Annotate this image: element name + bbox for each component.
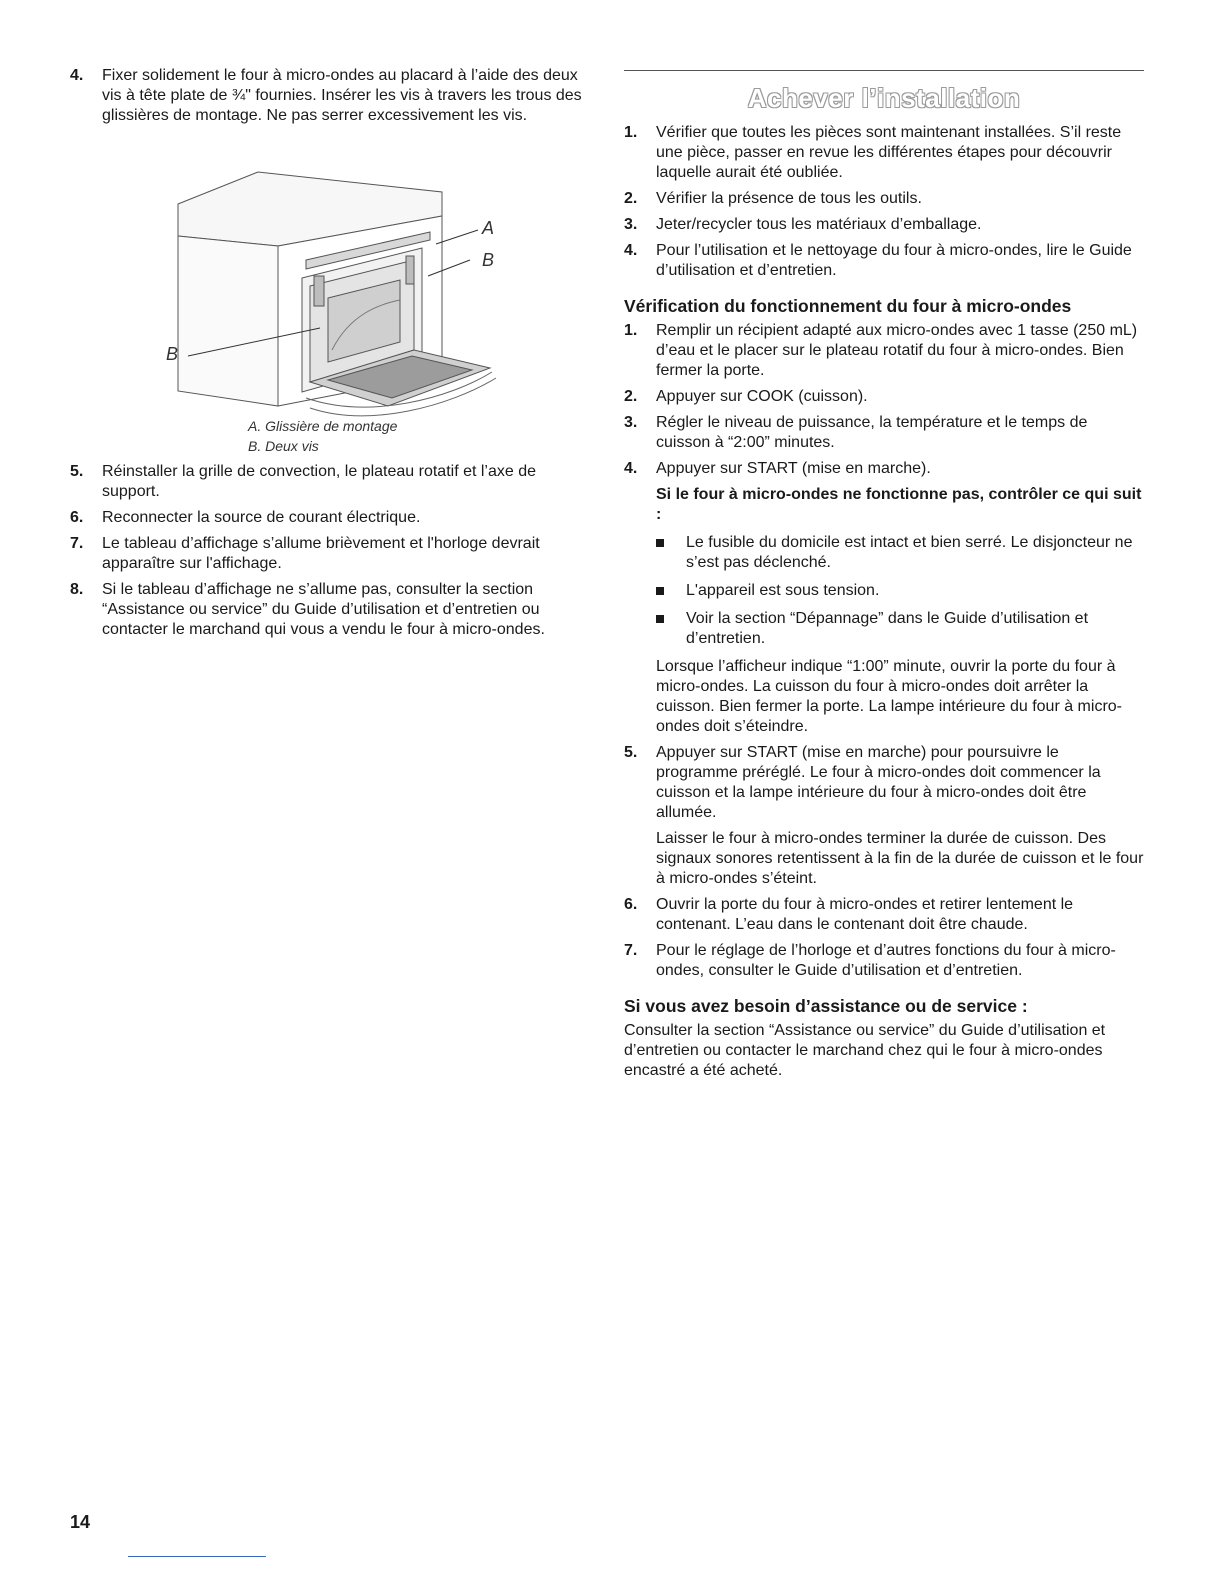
step-number: 5. (70, 463, 84, 480)
verify-step-5 (624, 743, 1144, 889)
finish-step-3 (624, 215, 1144, 235)
step-number: 7. (70, 535, 84, 552)
step-number: 5. (624, 744, 638, 761)
figure-label-a: A (482, 218, 495, 238)
square-bullet-icon (656, 615, 664, 623)
step-text: Réinstaller la grille de convection, le plateau rotatif et l’axe de support. (102, 463, 537, 500)
step-number: 2. (624, 388, 638, 405)
step-text: Régler le niveau de puissance, la température et le temps de cuisson à “2:00” minutes. (656, 414, 1088, 451)
step-text: Appuyer sur START (mise en marche) pour poursuivre le programme préréglé. Le four à micro-ondes doit commencer la cuisson et la lampe intérieure du four à micro-ondes doit être allumée. (656, 744, 1101, 821)
after-checks-text: Lorsque l’afficheur indique “1:00” minute, ouvrir la porte du four à micro-ondes. La cuisson du four à micro-ondes doit arrêter la cuisson. Bien fermer la porte. La lampe intérieure du four à micro-ondes doit s’éteindre. (656, 658, 1122, 735)
install-steps-part2 (70, 462, 590, 640)
step-number: 6. (70, 509, 84, 526)
check-heading: Si le four à micro-ondes ne fonctionne pas, contrôler ce qui suit : (656, 486, 1142, 523)
step-text: Remplir un récipient adapté aux micro-ondes avec 1 tasse (250 mL) d’eau et le placer sur le plateau rotatif du four à micro-ondes. Bien fermer la porte. (656, 322, 1138, 379)
step-text: Ouvrir la porte du four à micro-ondes et retirer lentement le contenant. L’eau dans le contenant doit être chaude. (656, 896, 1074, 933)
step-text: Vérifier la présence de tous les outils. (656, 190, 922, 207)
step-text: Vérifier que toutes les pièces sont maintenant installées. S’il reste une pièce, passer en revue les différentes étapes pour découvrir laquelle aurait été oubliée. (656, 124, 1122, 181)
finish-step-2 (624, 189, 1144, 209)
finish-step-4 (624, 241, 1144, 281)
step-number: 8. (70, 581, 84, 598)
step-text: Le tableau d’affichage s’allume brièvement et l'horloge devrait apparaître sur l'affichage. (102, 535, 540, 572)
verify-step-3 (624, 413, 1144, 453)
step-number: 7. (624, 942, 638, 959)
verify-step-7 (624, 941, 1144, 981)
step-text: Appuyer sur COOK (cuisson). (656, 388, 868, 405)
section-title: Achever l’installation (747, 83, 1021, 113)
right-column (624, 66, 1144, 1081)
mounting-figure (70, 136, 590, 456)
step-number: 6. (624, 896, 638, 913)
microwave-cabinet-illustration (70, 136, 590, 456)
check-list (656, 533, 1144, 649)
finish-steps (624, 123, 1144, 281)
install-steps-part1 (70, 66, 590, 126)
check-item (656, 533, 1144, 573)
footer-rule (128, 1556, 266, 1557)
step-6 (70, 508, 590, 528)
step-text: Si le tableau d’affichage ne s’allume pas, consulter la section “Assistance ou service” du Guide d’utilisation et d’entretien ou contacter le marchand qui vous a vendu le four à micro-ondes. (102, 581, 545, 638)
step-number: 3. (624, 414, 638, 431)
check-item (656, 581, 1144, 601)
square-bullet-icon (656, 539, 664, 547)
check-item (656, 609, 1144, 649)
service-heading: Si vous avez besoin d’assistance ou de service : (624, 996, 1028, 1016)
verification-steps (624, 321, 1144, 981)
verify-step-6 (624, 895, 1144, 935)
step-5 (70, 462, 590, 502)
step-number: 2. (624, 190, 638, 207)
verify-step-1 (624, 321, 1144, 381)
service-text: Consulter la section “Assistance ou service” du Guide d’utilisation et d’entretien ou contacter le marchand chez qui le four à micro-ondes encastré a été acheté. (624, 1022, 1106, 1079)
step-8 (70, 580, 590, 640)
step-number: 4. (624, 460, 638, 477)
figure-label-b-right: B (482, 250, 495, 270)
check-text: Le fusible du domicile est intact et bien serré. Le disjoncteur ne s’est pas déclenché. (686, 534, 1133, 571)
step-4 (70, 66, 590, 126)
step-text: Jeter/recycler tous les matériaux d’emballage. (656, 216, 982, 233)
figure-caption-a: A. Glissière de montage (248, 418, 398, 434)
step-number: 4. (624, 242, 638, 259)
verify-step-2 (624, 387, 1144, 407)
step-text: Fixer solidement le four à micro-ondes au placard à l’aide des deux vis à tête plate de ¾" fournies. Insérer les vis à travers les trous des glissières de montage. Ne pas serrer excessivement les vis. (102, 67, 582, 124)
finish-step-1 (624, 123, 1144, 183)
step-text: Pour le réglage de l’horloge et d’autres fonctions du four à micro-ondes, consulter le Guide d’utilisation et d’entretien. (656, 942, 1116, 979)
figure-caption-b: B. Deux vis (248, 438, 319, 454)
verify-step-4 (624, 459, 1144, 737)
step-number: 4. (70, 67, 84, 84)
verification-heading: Vérification du fonctionnement du four à micro-ondes (624, 296, 1072, 316)
check-text: L'appareil est sous tension. (686, 582, 880, 599)
step-text: Reconnecter la source de courant électrique. (102, 509, 421, 526)
step-7 (70, 534, 590, 574)
step-number: 1. (624, 124, 638, 141)
check-text: Voir la section “Dépannage” dans le Guide d’utilisation et d’entretien. (686, 610, 1089, 647)
step-text: Pour l’utilisation et le nettoyage du four à micro-ondes, lire le Guide d’utilisation et d’entretien. (656, 242, 1132, 279)
step-number: 3. (624, 216, 638, 233)
square-bullet-icon (656, 587, 664, 595)
left-column (70, 66, 590, 646)
figure-label-b-left: B (166, 344, 179, 364)
section-rule (624, 70, 1144, 71)
page-number: 14 (70, 1512, 91, 1532)
step-extra-text: Laisser le four à micro-ondes terminer la durée de cuisson. Des signaux sonores retentissent à la fin de la durée de cuisson et le four à micro-ondes s’éteint. (656, 830, 1144, 887)
step-number: 1. (624, 322, 638, 339)
step-text: Appuyer sur START (mise en marche). (656, 460, 931, 477)
